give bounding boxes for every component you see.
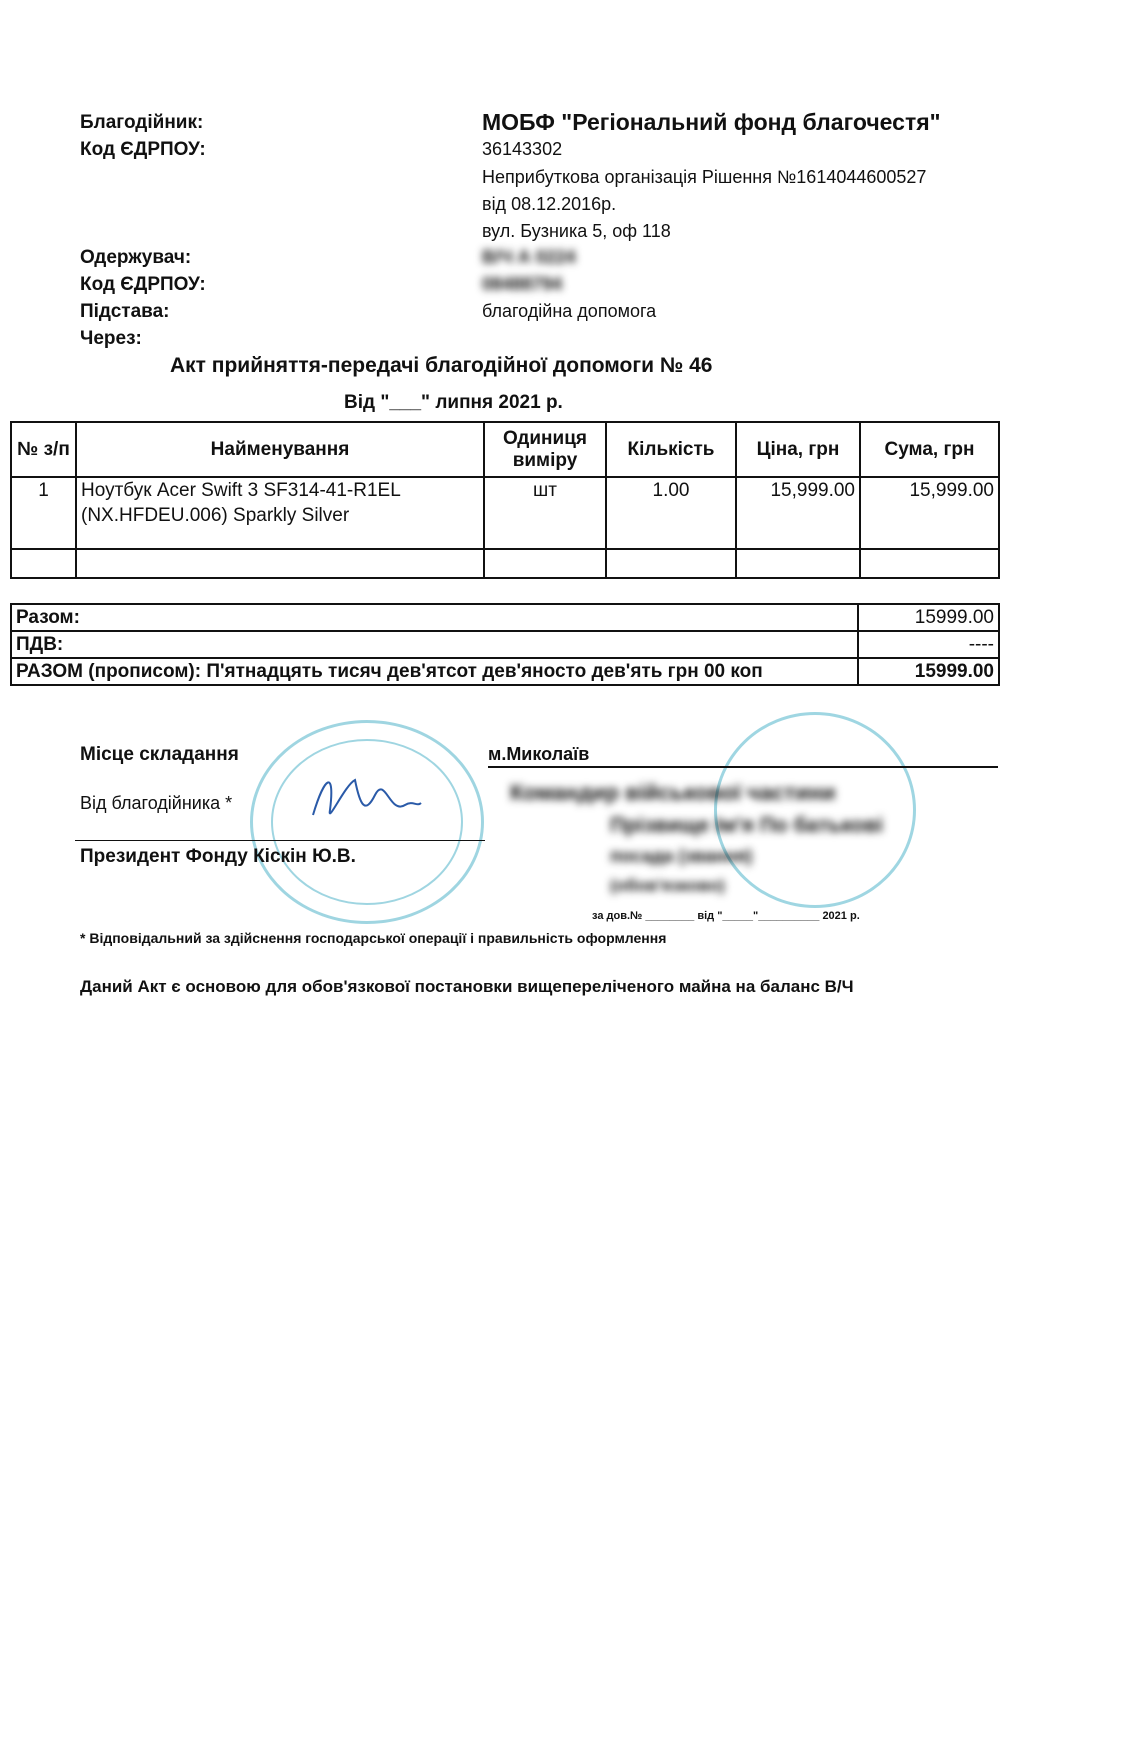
act-date: Від "___" липня 2021 р. — [344, 392, 563, 413]
donor-signature-icon — [305, 765, 425, 835]
act-title: Акт прийняття-передачі благодійної допомоги № 46 — [170, 354, 713, 377]
donor-info-2: від 08.12.2016р. — [482, 194, 617, 214]
basis-note: Даний Акт є основою для обов'язкової постановки вищепереліченого майна на баланс В/Ч — [80, 977, 854, 996]
table-row — [11, 477, 999, 549]
basis-label: Підстава: — [80, 301, 170, 322]
doverennost: за дов.№ ________ від "_____"__________ 2021 р. — [592, 910, 860, 922]
recipient-name: В/Ч А 0224 — [482, 247, 576, 267]
col-header-unit: Одиниця виміру — [484, 422, 606, 477]
responsible-footnote: * Відповідальний за здійснення господарської операції і правильність оформлення — [80, 930, 667, 946]
vat-value: ---- — [858, 631, 999, 658]
donor-name: МОБФ "Регіональний фонд благочестя" — [482, 109, 941, 135]
recipient-code: 08488794 — [482, 274, 563, 294]
vat-label: ПДВ: — [11, 631, 858, 658]
row-sum: 15,999.00 — [860, 477, 999, 549]
col-header-price: Ціна, грн — [736, 422, 860, 477]
row-name-line2: (NX.HFDEU.006) Sparkly Silver — [81, 505, 350, 526]
row-unit: шт — [484, 477, 606, 549]
place-value: м.Миколаїв — [488, 744, 590, 764]
president-line — [75, 840, 485, 841]
recipient-sig-line4: (обов'язково) — [610, 876, 725, 895]
donor-info-1: Неприбуткова організація Рішення №1614044600527 — [482, 167, 927, 187]
row-qty: 1.00 — [606, 477, 736, 549]
donor-code: 36143302 — [482, 139, 563, 159]
totals-table — [10, 603, 1000, 686]
recipient-code-label: Код ЄДРПОУ: — [80, 274, 206, 295]
donor-label: Благодійник: — [80, 112, 204, 133]
table-row-empty — [11, 549, 999, 578]
place-label: Місце складання — [80, 744, 239, 765]
recipient-sig-line2: Прізвище Ім'я По батькові — [610, 814, 884, 837]
row-name-line1: Ноутбук Acer Swift 3 SF314-41-R1EL — [81, 480, 401, 501]
col-header-sum: Сума, грн — [860, 422, 999, 477]
total-words-value: 15999.00 — [858, 658, 999, 685]
recipient-sig-line1: Командир військової частини — [510, 780, 836, 805]
recipient-stamp — [714, 712, 916, 908]
recipient-sig-line3: посада (звання) — [610, 846, 753, 866]
president-name: Президент Фонду Кіскін Ю.В. — [80, 846, 356, 867]
from-donor-label: Від благодійника * — [80, 793, 233, 813]
col-header-num: № з/п — [11, 422, 76, 477]
total-words-label: РАЗОМ (прописом): П'ятнадцять тисяч дев'ятсот дев'яносто дев'ять грн 00 коп — [11, 658, 858, 685]
total-words-row — [11, 658, 999, 685]
place-underline — [488, 766, 998, 768]
total-row — [11, 604, 999, 631]
donor-code-label: Код ЄДРПОУ: — [80, 139, 206, 160]
recipient-label: Одержувач: — [80, 247, 192, 268]
via-label: Через: — [80, 328, 142, 349]
table-header-row — [11, 422, 999, 477]
row-name — [76, 477, 484, 549]
row-price: 15,999.00 — [736, 477, 860, 549]
items-table — [10, 421, 1000, 579]
col-header-qty: Кількість — [606, 422, 736, 477]
basis-value: благодійна допомога — [482, 301, 657, 321]
vat-row — [11, 631, 999, 658]
total-label: Разом: — [11, 604, 858, 631]
col-header-name: Найменування — [76, 422, 484, 477]
donor-address: вул. Бузника 5, оф 118 — [482, 221, 671, 241]
row-num: 1 — [11, 477, 76, 549]
total-value: 15999.00 — [858, 604, 999, 631]
